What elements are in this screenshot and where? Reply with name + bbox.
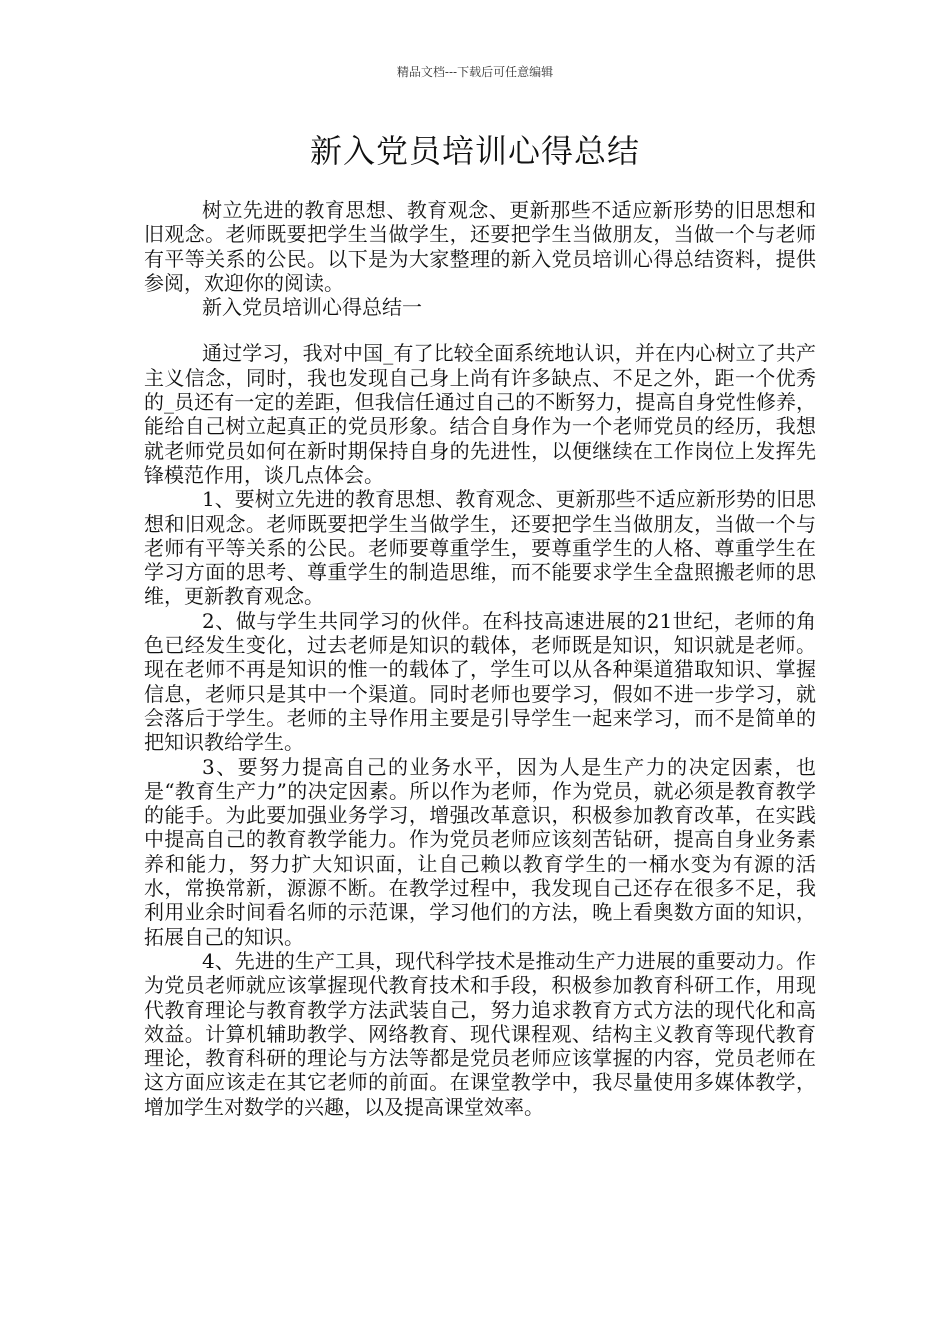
- body-paragraph: 通过学习，我对中国_有了比较全面系统地认识，并在内心树立了共产主义信念，同时，我也发现自己身上尚有许多缺点、不足之外，距一个优秀的_员还有一定的差距，但我信任通过自己的不断努力，提高自身党性修养，能给自己树立起真正的党员形象。结合自身作为一个老师党员的经历，我想就老师党员如何在新时期保持自身的先进性，以便继续在工作岗位上发挥先锋模范作用，谈几点体会。: [144, 341, 816, 487]
- section-heading: 新入党员培训心得总结一: [202, 295, 422, 320]
- body-paragraph: 2、做与学生共同学习的伙伴。在科技高速进展的21世纪，老师的角色已经发生变化，过去老师是知识的载体，老师既是知识，知识就是老师。现在老师不再是知识的惟一的载体了，学生可以从各种渠道猎取知识、掌握信息，老师只是其中一个渠道。同时老师也要学习，假如不进一步学习，就会落后于学生。老师的主导作用主要是引导学生一起来学习，而不是简单的把知识教给学生。: [144, 608, 816, 755]
- body-paragraph: 3、要努力提高自己的业务水平，因为人是生产力的决定因素，也是“教育生产力”的决定因素。所以作为老师，作为党员，就必须是教育教学的能手。为此要加强业务学习，增强改革意识，积极参加教育改革，在实践中提高自己的教育教学能力。作为党员老师应该刻苦钻研，提高自身业务素养和能力，努力扩大知识面，让自己赖以教育学生的一桶水变为有源的活水，常换常新，源源不断。在教学过程中，我发现自己还存在很多不足，我利用业余时间看名师的示范课，学习他们的方法，晚上看奥数方面的知识，拓展自己的知识。: [144, 754, 816, 949]
- body-paragraph: 4、先进的生产工具，现代科学技术是推动生产力进展的重要动力。作为党员老师就应该掌握现代教育技术和手段，积极参加教育科研工作，用现代教育理论与教育教学方法武装自己，努力追求教育方式方法的现代化和高效益。计算机辅助教学、网络教育、现代课程观、结构主义教育等现代教育理论，教育科研的理论与方法等都是党员老师应该掌握的内容，党员老师在这方面应该走在其它老师的前面。在课堂教学中，我尽量使用多媒体教学，增加学生对数学的兴趣，以及提高课堂效率。: [144, 948, 816, 1119]
- document-body: [144, 198, 816, 1119]
- document-title: 新入党员培训心得总结: [309, 132, 640, 170]
- body-paragraph: 1、要树立先进的教育思想、教育观念、更新那些不适应新形势的旧思想和旧观念。老师既要把学生当做学生，还要把学生当做朋友，当做一个与老师有平等关系的公民。老师要尊重学生，要尊重学生的人格、尊重学生在学习方面的思考、尊重学生的制造思维，而不能要求学生全盘照搬老师的思维，更新教育观念。: [144, 487, 816, 609]
- intro-paragraph: 树立先进的教育思想、教育观念、更新那些不适应新形势的旧思想和旧观念。老师既要把学生当做学生，还要把学生当做朋友，当做一个与老师有平等关系的公民。以下是为大家整理的新入党员培训心得总结资料，提供参阅，欢迎你的阅读。: [144, 198, 816, 295]
- page-header: 精品文档---下载后可任意编辑: [396, 65, 554, 79]
